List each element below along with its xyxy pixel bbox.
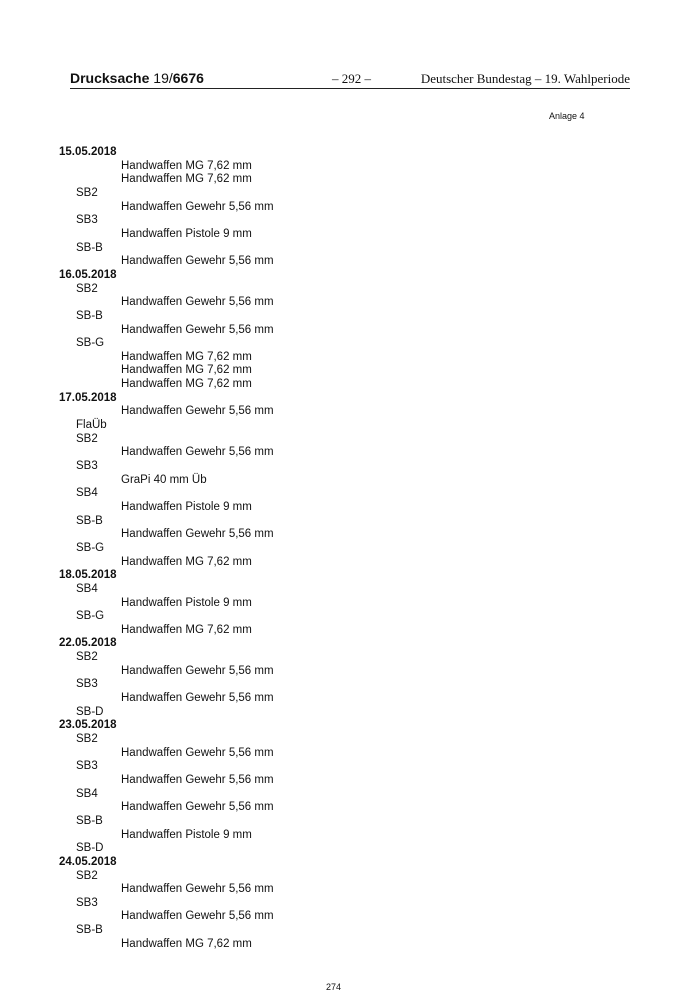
weapon-entry: Handwaffen MG 7,62 mm	[121, 173, 252, 186]
location-label: SB3	[76, 896, 98, 909]
location-label: SB4	[76, 582, 98, 595]
location-label: SB-B	[76, 924, 103, 937]
institution-title: Deutscher Bundestag – 19. Wahlperiode	[420, 71, 630, 86]
location-label: SB-G	[76, 610, 105, 623]
weapon-entry: Handwaffen Gewehr 5,56 mm	[121, 323, 274, 336]
location-label: SB4	[76, 787, 98, 800]
location-label: SB-G	[76, 541, 105, 554]
location-label: SB2	[76, 282, 98, 295]
weapon-entry: Handwaffen Gewehr 5,56 mm	[121, 910, 274, 923]
weapon-entry: Handwaffen Gewehr 5,56 mm	[121, 746, 274, 759]
weapon-entry: Handwaffen MG 7,62 mm	[121, 378, 252, 391]
weapon-entry: Handwaffen Gewehr 5,56 mm	[121, 664, 274, 677]
weapon-entry: Handwaffen MG 7,62 mm	[121, 555, 252, 568]
page-marker: – 292 –	[332, 71, 371, 86]
weapon-entry: Handwaffen Pistole 9 mm	[121, 596, 252, 609]
weapon-entry: Handwaffen Pistole 9 mm	[121, 227, 252, 240]
location-label: SB3	[76, 459, 98, 472]
location-label: SB2	[76, 869, 98, 882]
location-label: SB-B	[76, 309, 103, 322]
page-number: 274	[326, 982, 342, 992]
location-label: SB3	[76, 760, 98, 773]
weapon-entry: GraPi 40 mm Üb	[121, 473, 207, 486]
weapon-entry: Handwaffen MG 7,62 mm	[121, 364, 252, 377]
location-label: SB2	[76, 186, 98, 199]
location-label: SB-B	[76, 241, 103, 254]
date-heading: 17.05.2018	[59, 391, 117, 404]
weapon-entry: Handwaffen Gewehr 5,56 mm	[121, 773, 274, 786]
annex-label: Anlage 4	[549, 111, 585, 121]
document-number: Drucksache 19/6676	[70, 70, 204, 86]
location-label: SB2	[76, 432, 98, 445]
location-label: SB-D	[76, 705, 104, 718]
location-label: SB2	[76, 651, 98, 663]
location-label: SB-B	[76, 814, 103, 827]
date-heading: 24.05.2018	[59, 855, 117, 868]
date-heading: 15.05.2018	[59, 146, 117, 158]
weapon-entry: Handwaffen Gewehr 5,56 mm	[121, 405, 274, 418]
location-label: SB-G	[76, 337, 105, 350]
date-heading: 22.05.2018	[59, 637, 117, 650]
location-label: SB4	[76, 487, 98, 500]
weapon-entry: Handwaffen Gewehr 5,56 mm	[121, 255, 274, 268]
weapon-entry: Handwaffen MG 7,62 mm	[121, 623, 252, 636]
location-label: SB-B	[76, 514, 103, 527]
location-label: SB3	[76, 214, 98, 227]
weapon-entry: Handwaffen MG 7,62 mm	[121, 350, 252, 363]
weapon-entry: Handwaffen MG 7,62 mm	[121, 159, 252, 172]
date-heading: 16.05.2018	[59, 268, 117, 281]
location-label: SB-D	[76, 842, 104, 855]
location-label: FlaÜb	[76, 419, 107, 431]
location-label: SB2	[76, 733, 98, 745]
weapon-entry: Handwaffen Pistole 9 mm	[121, 500, 252, 513]
weapon-entry: Handwaffen MG 7,62 mm	[121, 937, 252, 950]
date-heading: 23.05.2018	[59, 719, 117, 732]
weapon-entry: Handwaffen Pistole 9 mm	[121, 828, 252, 841]
weapon-entry: Handwaffen Gewehr 5,56 mm	[121, 883, 274, 896]
weapon-entry: Handwaffen Gewehr 5,56 mm	[121, 801, 274, 814]
date-heading: 18.05.2018	[59, 569, 117, 582]
weapon-entry: Handwaffen Gewehr 5,56 mm	[121, 296, 274, 309]
weapon-entry: Handwaffen Gewehr 5,56 mm	[121, 446, 274, 459]
weapon-entry: Handwaffen Gewehr 5,56 mm	[121, 528, 274, 541]
weapon-entry: Handwaffen Gewehr 5,56 mm	[121, 200, 274, 213]
weapon-entry: Handwaffen Gewehr 5,56 mm	[121, 692, 274, 704]
location-label: SB3	[76, 678, 98, 691]
page-header	[70, 70, 630, 89]
